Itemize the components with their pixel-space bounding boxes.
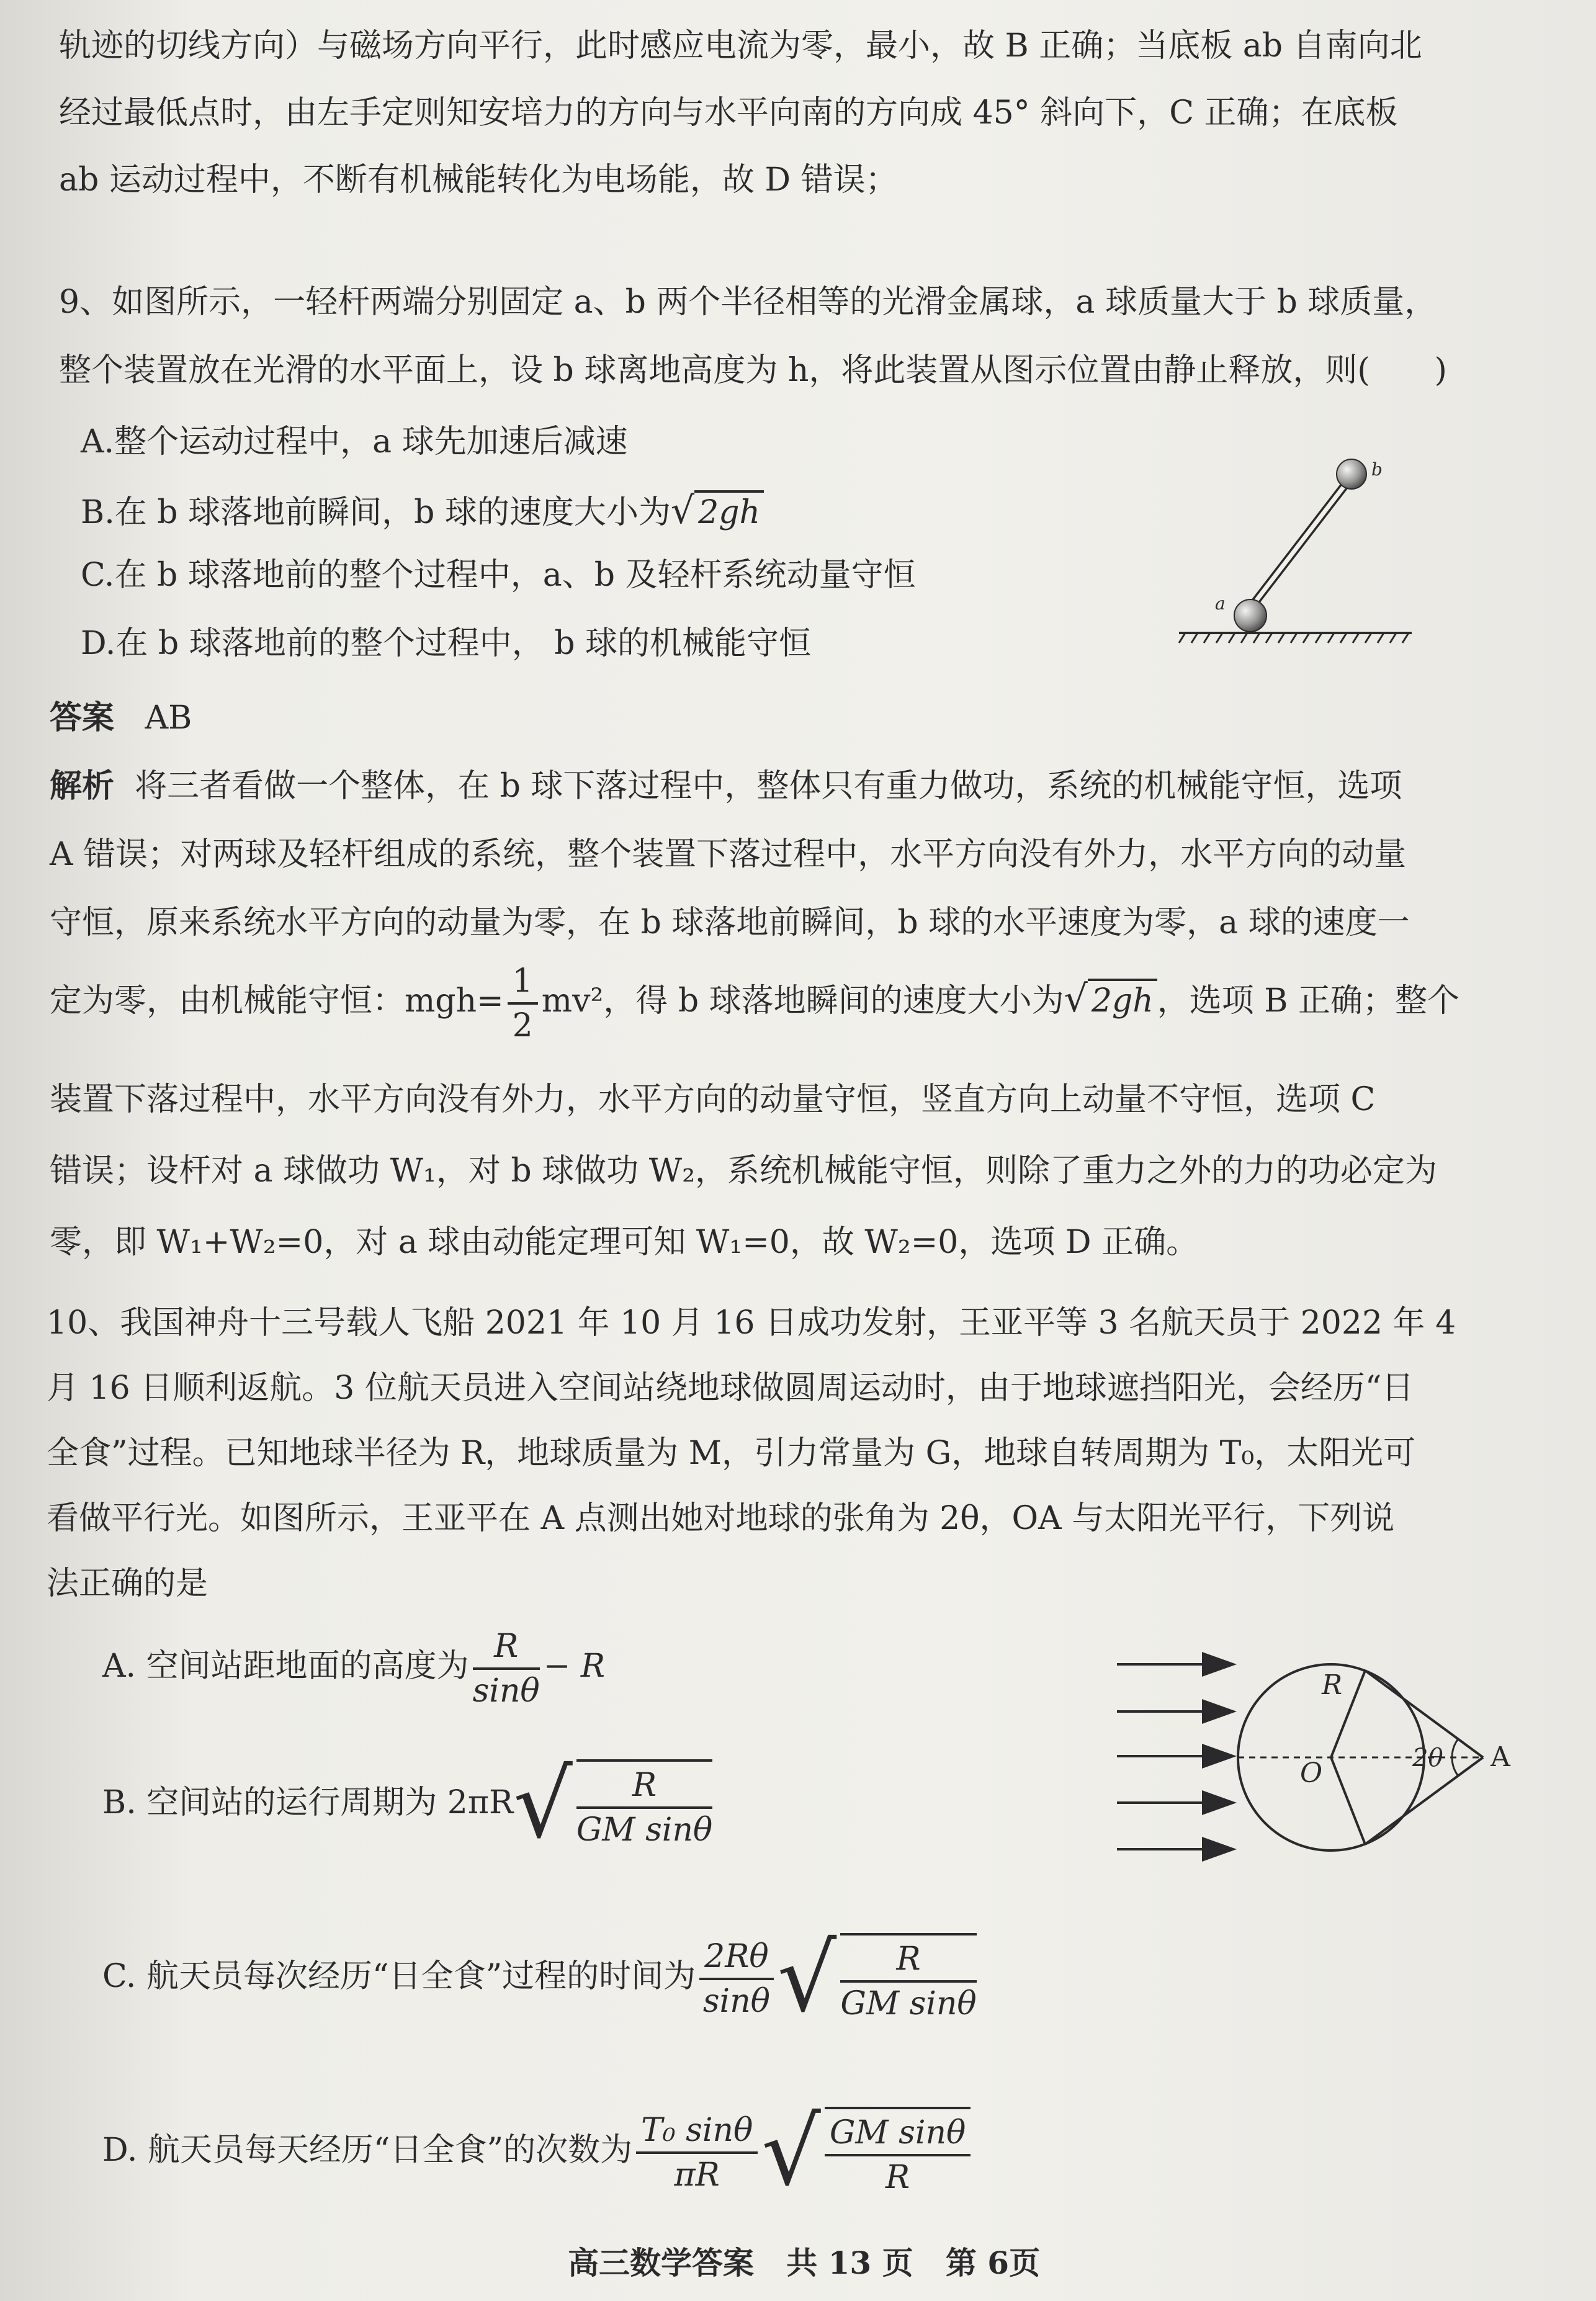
prev-line-1: 轨迹的切线方向）与磁场方向平行，此时感应电流为零，最小，故 B 正确；当底板 ab 自南向北 <box>59 27 1422 65</box>
q10-option-a: A. 空间站距地面的高度为 $\frac{R}{\sin\theta}$ − R <box>102 1620 1596 1713</box>
q9-option-c: C.在 b 球落地前的整个过程中，a、b 及轻杆系统动量守恒 <box>81 557 916 594</box>
analysis-radicand: 2gh <box>1088 979 1157 1021</box>
ball-b <box>1337 459 1366 489</box>
q9-analysis-line-6: 错误；设杆对 a 球做功 W₁，对 b 球做功 W₂，系统机械能守恒，则除了重力之外的力的功必定为 <box>50 1152 1438 1190</box>
sunlight-arrows <box>1117 1664 1232 1849</box>
q10-stem-line-4: 看做平行光。如图所示，王亚平在 A 点测出她对地球的张角为 2θ，OA 与太阳光平行，下列说 <box>47 1500 1395 1537</box>
label-2theta: 2θ <box>1412 1744 1443 1772</box>
q10-option-c: C. 航天员每次经历“日全食”过程的时间为 $\frac{2R\theta}{\sin\theta}$ √ $\frac{R}{\text{GM sinθ}}$ <box>102 1924 977 2033</box>
q9-answer <box>50 698 1596 738</box>
page-footer <box>568 2243 1596 2283</box>
q9-analysis-line-5: 装置下落过程中，水平方向没有外力，水平方向的动量守恒，竖直方向上动量不守恒，选项 C <box>50 1081 1376 1118</box>
radius-lower <box>1331 1757 1365 1844</box>
answer-label: 答案 <box>50 699 115 737</box>
q9-stem-line-2: 整个装置放在光滑的水平面上，设 b 球离地高度为 h，将此装置从图示位置由静止释放，则( ) <box>59 352 1447 389</box>
analysis-text-4a: 定为零，由机械能守恒：mgh= <box>50 982 504 1020</box>
q9-rod-figure <box>1167 447 1427 645</box>
radical-fraction: $\frac{R}{\text{GM sinθ}}$ <box>576 1759 712 1851</box>
fraction-one-half: $\frac{1}{2}$ <box>508 960 538 1047</box>
answer-value: AB <box>145 699 192 737</box>
label-a: a <box>1215 593 1226 614</box>
q9-stem-line-1: 9、如图所示，一轻杆两端分别固定 a、b 两个半径相等的光滑金属球，a 球质量大于 b 球质量， <box>59 284 1437 321</box>
fraction-r-over-sin: $\frac{R}{\sin\theta}$ <box>473 1625 540 1712</box>
q9-analysis-line-7: 零，即 W₁+W₂=0，对 a 球由动能定理可知 W₁=0，故 W₂=0，选项 D 正确。 <box>50 1224 1199 1261</box>
ground-hatching <box>1179 633 1409 643</box>
q9-option-b-text: B.在 b 球落地前瞬间，b 球的速度大小为 <box>81 494 671 531</box>
q9-option-b-radicand: 2gh <box>694 490 764 532</box>
q9-option-a: A.整个运动过程中，a 球先加速后减速 <box>81 423 628 460</box>
analysis-label: 解析 <box>50 767 115 805</box>
q10-stem-line-1: 10、我国神舟十三号载人飞船 2021 年 10 月 16 日成功发射，王亚平等 3 名航天员于 2022 年 4 <box>47 1304 1456 1342</box>
analysis-text-4c: ，选项 B 正确；整个 <box>1157 982 1460 1020</box>
label-A: A <box>1491 1741 1510 1773</box>
footer-page-number: 第 6页 <box>945 2245 1041 2281</box>
q10-option-d: D. 航天员每天经历“日全食”的次数为 $\frac{\text{T₀ sinθ}}{\pi R}$ √ $\frac{\text{GM sinθ}}{R}$ <box>102 2104 1596 2199</box>
q9-option-d: D.在 b 球落地前的整个过程中， b 球的机械能守恒 <box>81 625 812 662</box>
analysis-text-1: 将三者看做一个整体，在 b 球下落过程中，整体只有重力做功，系统的机械能守恒，选项 <box>135 768 1402 805</box>
footer-total-pages: 共 13 页 <box>786 2245 913 2281</box>
q9-analysis-line-1 <box>50 766 1596 806</box>
q10-eclipse-figure <box>1111 1626 1533 1868</box>
prev-line-3: ab 运动过程中，不断有机械能转化为电场能，故 D 错误； <box>59 161 898 199</box>
label-O: O <box>1300 1757 1323 1789</box>
ball-a <box>1234 599 1266 632</box>
q9-analysis-line-4: 定为零，由机械能守恒：mgh= $\frac{1}{2}$ mv²，得 b 球落地瞬间的速度大小为√ 2gh ，选项 B 正确；整个 <box>50 956 1596 1047</box>
q10-stem-line-5: 法正确的是 <box>47 1565 208 1602</box>
label-b: b <box>1371 459 1383 480</box>
label-R: R <box>1322 1669 1343 1701</box>
q9-analysis-line-2: A 错误；对两球及轻杆组成的系统，整个装置下落过程中，水平方向没有外力，水平方向的动量 <box>50 836 1407 873</box>
q10-stem-line-3: 全食”过程。已知地球半径为 R，地球质量为 M，引力常量为 G，地球自转周期为 T₀，太阳光可 <box>47 1435 1416 1472</box>
q10-option-b: B. 空间站的运行周期为 2πR√ $\frac{R}{\text{GM sinθ}}$ <box>102 1751 713 1859</box>
q9-analysis-line-3: 守恒，原来系统水平方向的动量为零，在 b 球落地前瞬间，b 球的水平速度为零，a 球的速度一 <box>50 904 1410 941</box>
prev-line-2: 经过最低点时，由左手定则知安培力的方向与水平向南的方向成 45° 斜向下，C 正确；在底板 <box>59 94 1398 132</box>
sqrt-sign: √ <box>670 489 695 532</box>
footer-title: 高三数学答案 <box>568 2245 754 2281</box>
q10-stem-line-2: 月 16 日顺利返航。3 位航天员进入空间站绕地球做圆周运动时，由于地球遮挡阳光，会经历“日 <box>47 1370 1414 1407</box>
analysis-text-4b: mv²，得 b 球落地瞬间的速度大小为 <box>541 982 1064 1020</box>
